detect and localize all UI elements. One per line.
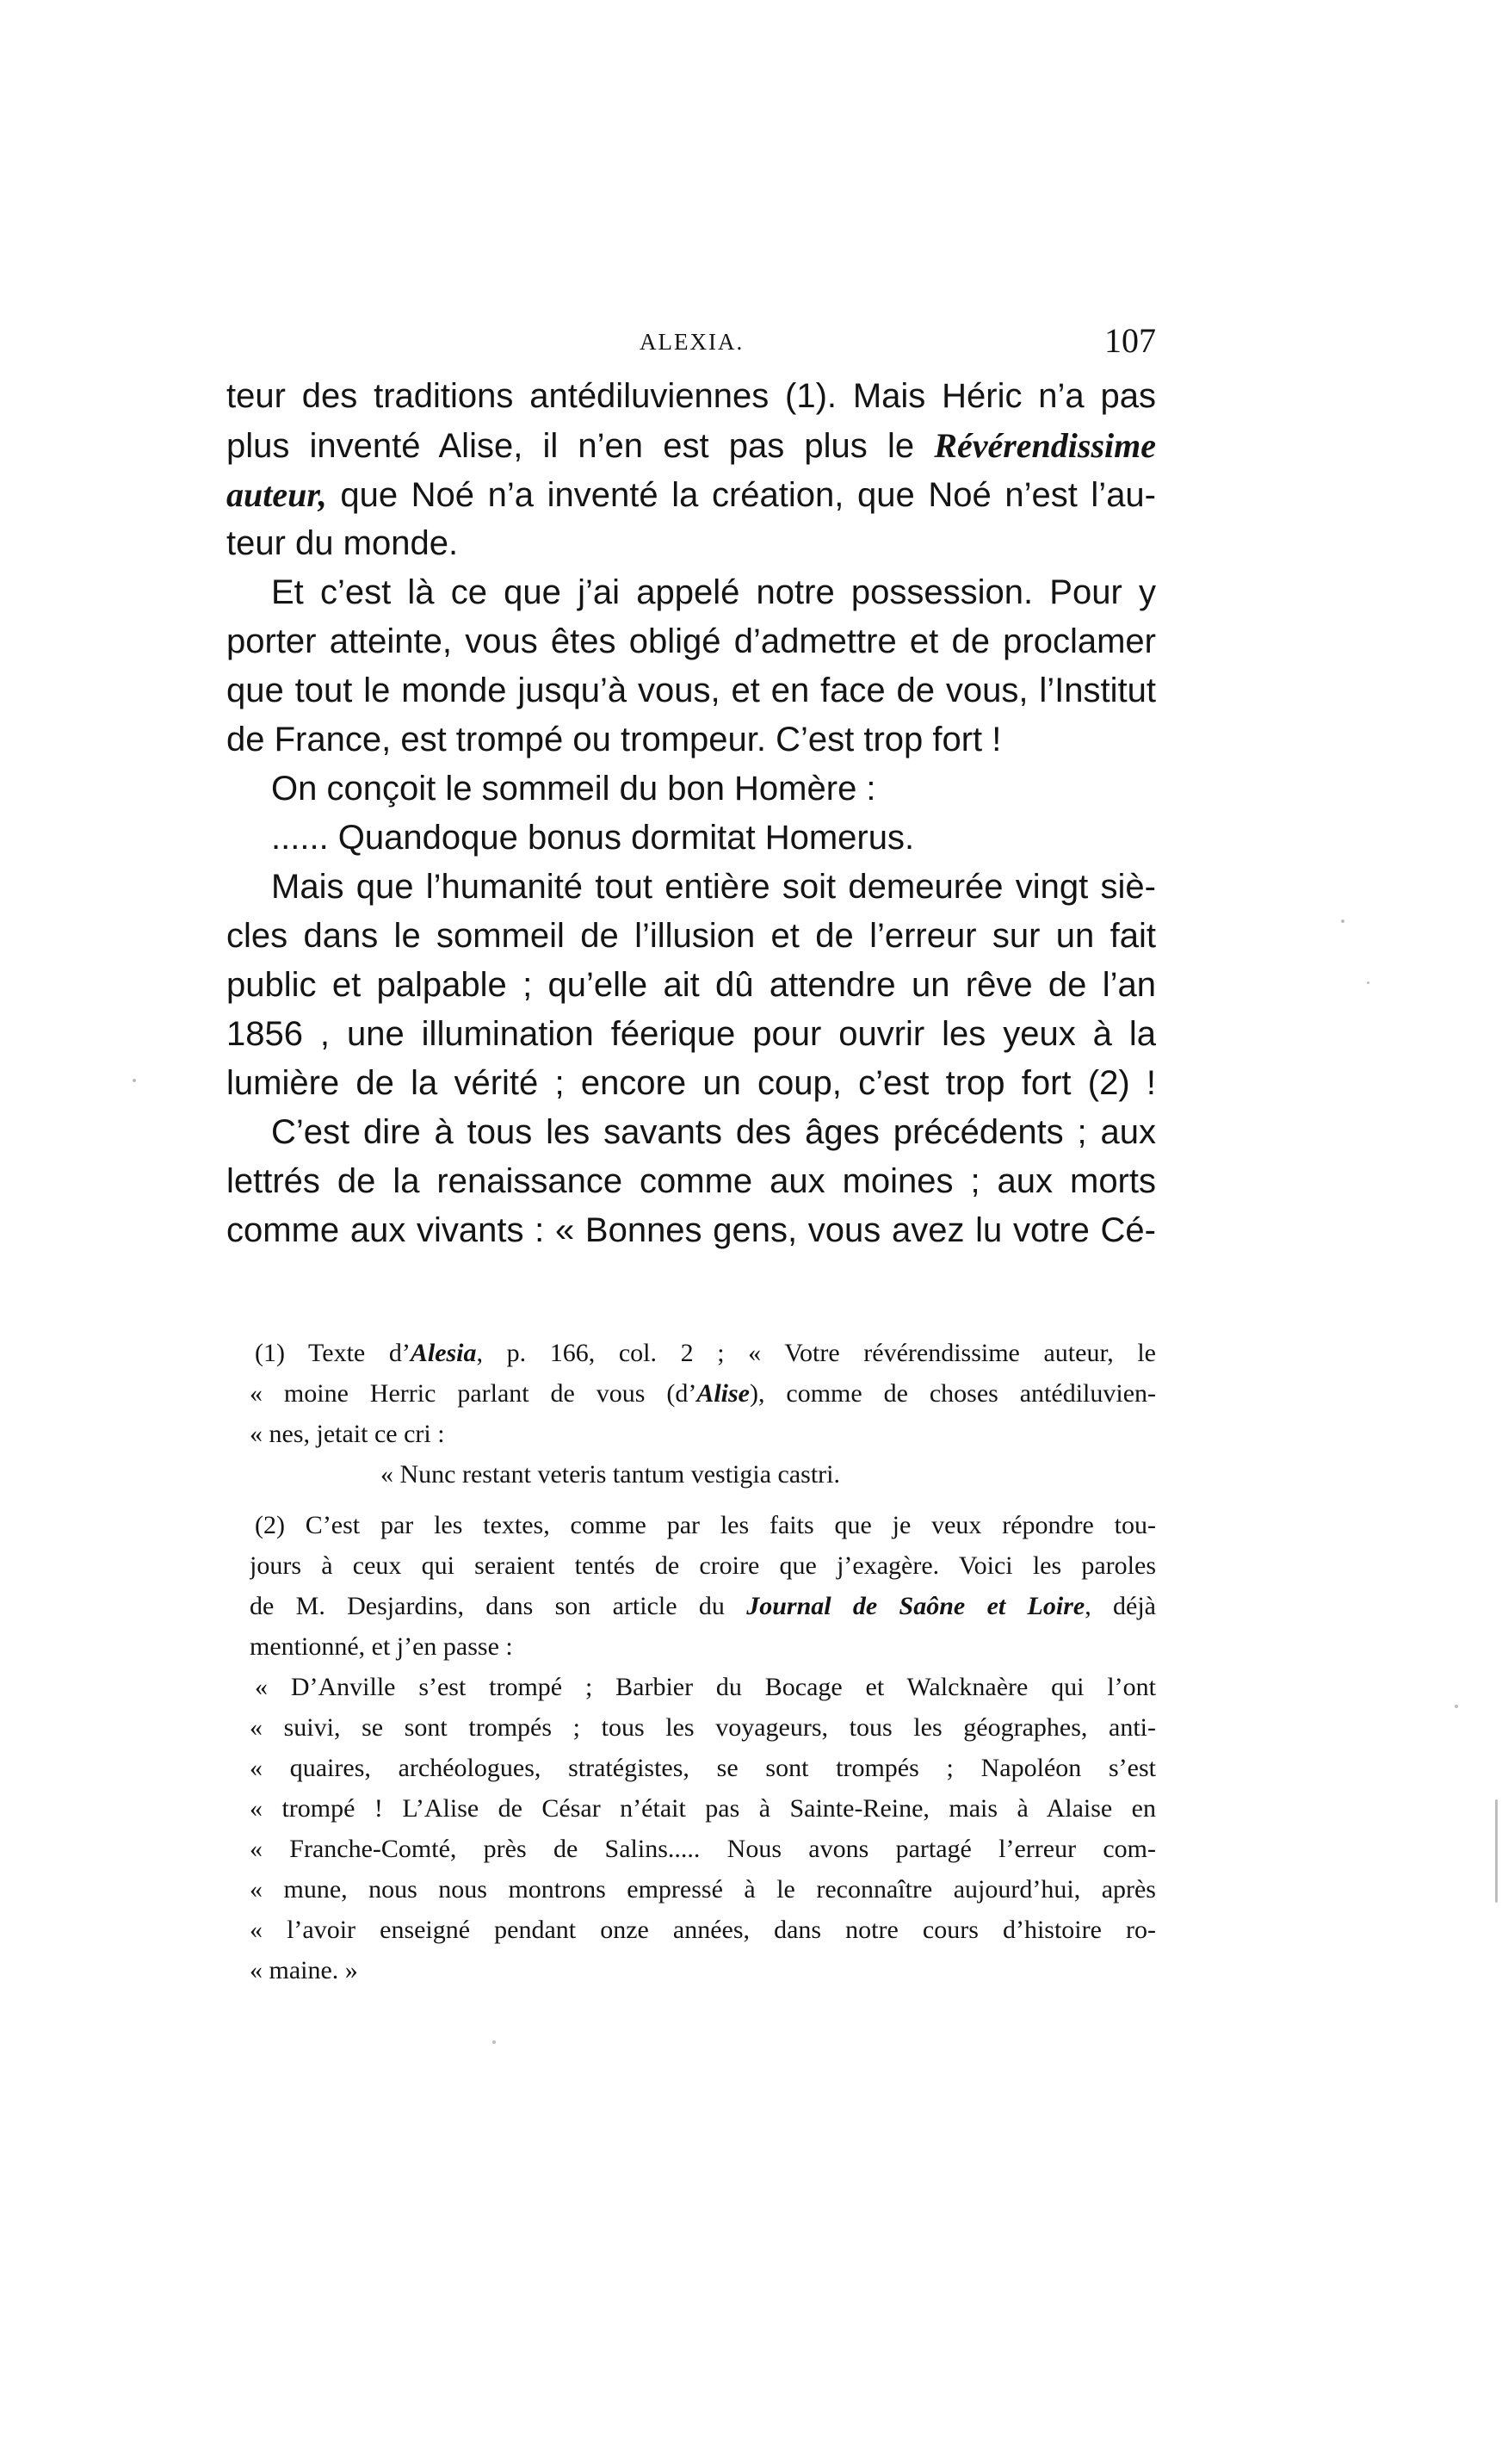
text-line: 1856 , une illumination féerique pour ouvrir les yeux à la xyxy=(226,1015,1156,1053)
text-fragment: de M. Desjardins, dans son article du xyxy=(250,1592,747,1620)
paper-speck xyxy=(133,1079,136,1082)
text-line: cles dans le sommeil de l’illusion et de l’erreur sur un fait xyxy=(226,917,1156,955)
paper-speck xyxy=(1367,981,1369,984)
text-line: Mais que l’humanité tout entière soit demeurée vingt siè- xyxy=(271,868,1156,906)
footnote-1-line: « nes, jetait ce cri : xyxy=(250,1420,445,1448)
footnote-2-quote-line: « trompé ! L’Alise de César n’était pas à Sainte-Reine, mais à Alaise en xyxy=(250,1794,1156,1823)
text-line: teur du monde. xyxy=(226,524,459,562)
footnote-2-quote-line: « l’avoir enseigné pendant onze années, dans notre cours d’histoire ro- xyxy=(250,1916,1156,1944)
footnote-2-quote-line: « quaires, archéologues, stratégistes, se sont trompés ; Napoléon s’est xyxy=(250,1754,1156,1782)
text-line: lumière de la vérité ; encore un coup, c’est trop fort (2) ! xyxy=(226,1064,1156,1102)
italic-text: Journal de Saône et Loire xyxy=(746,1592,1085,1620)
text-line: C’est dire à tous les savants des âges précédents ; aux xyxy=(271,1113,1156,1151)
text-line: teur des traditions antédiluviennes (1). Mais Héric n’a pas xyxy=(226,377,1156,415)
text-fragment: que Noé n’a inventé la création, que Noé n’est l’au- xyxy=(326,476,1156,514)
main-text xyxy=(226,372,1156,1255)
text-fragment: plus inventé Alise, il n’en est pas plus le xyxy=(226,427,935,465)
text-line: de France, est trompé ou trompeur. C’est trop fort ! xyxy=(226,721,1002,758)
running-title: ALEXIA. xyxy=(640,329,745,355)
footnote-2-line xyxy=(250,1586,1156,1626)
page-number: 107 xyxy=(1104,321,1156,360)
italic-text: Révérendissime xyxy=(934,426,1156,465)
footnote-2-quote-line: « mune, nous nous montrons empressé à le reconnaître aujourd’hui, après xyxy=(250,1875,1156,1904)
paper-speck xyxy=(1455,1705,1458,1708)
text-line: lettrés de la renaissance comme aux moines ; aux morts xyxy=(226,1162,1156,1200)
footnote-2-quote-line: « maine. » xyxy=(250,1956,358,1984)
text-line xyxy=(226,470,1156,519)
footnote-2-line: (2) C’est par les textes, comme par les faits que je veux répondre tou- xyxy=(255,1511,1156,1539)
footnote-1-verse: « Nunc restant veteris tantum vestigia castri. xyxy=(380,1460,841,1489)
footnote-2-quote-line: « D’Anville s’est trompé ; Barbier du Bocage et Walcknaère qui l’ont xyxy=(255,1673,1156,1701)
italic-text: Alise xyxy=(696,1379,750,1408)
footnote-2-line: mentionné, et j’en passe : xyxy=(250,1632,513,1661)
footnote-2-line: jours à ceux qui seraient tentés de croire que j’exagère. Voici les paroles xyxy=(250,1551,1156,1580)
paper-speck xyxy=(1495,1799,1498,1903)
footnote-2-quote-line: « Franche-Comté, près de Salins..... Nous avons partagé l’erreur com- xyxy=(250,1835,1156,1863)
text-line xyxy=(226,421,1156,470)
paper-speck xyxy=(1341,919,1344,923)
text-line: Et c’est là ce que j’ai appelé notre possession. Pour y xyxy=(271,573,1156,611)
footnote-spacer xyxy=(250,1495,1156,1505)
running-head xyxy=(226,320,1156,372)
footnote-2-quote-line: « suivi, se sont trompés ; tous les voyageurs, tous les géographes, anti- xyxy=(250,1713,1156,1742)
text-line: comme aux vivants : « Bonnes gens, vous avez lu votre Cé- xyxy=(226,1211,1156,1249)
text-line: que tout le monde jusqu’à vous, et en face de vous, l’Institut xyxy=(226,672,1156,709)
text-fragment: (1) Texte d’ xyxy=(255,1339,411,1367)
latin-quotation: ...... Quandoque bonus dormitat Homerus. xyxy=(271,819,915,857)
text-fragment: « moine Herric parlant de vous (d’ xyxy=(250,1379,697,1408)
footnote-1-line xyxy=(250,1373,1156,1414)
text-line: On conçoit le sommeil du bon Homère : xyxy=(271,770,876,808)
text-fragment: , p. 166, col. 2 ; « Votre révérendissime auteur, le xyxy=(476,1339,1156,1367)
text-line: porter atteinte, vous êtes obligé d’admettre et de proclamer xyxy=(226,622,1156,660)
italic-text: Alesia xyxy=(410,1339,477,1367)
text-line: public et palpable ; qu’elle ait dû attendre un rêve de l’an xyxy=(226,966,1156,1004)
italic-text: auteur, xyxy=(226,475,327,514)
footnote-1-line xyxy=(250,1333,1156,1373)
footnotes xyxy=(250,1333,1156,1990)
text-fragment: , déjà xyxy=(1085,1592,1156,1620)
text-fragment: ), comme de choses antédiluvien- xyxy=(750,1379,1156,1408)
paper-speck xyxy=(492,2040,496,2044)
